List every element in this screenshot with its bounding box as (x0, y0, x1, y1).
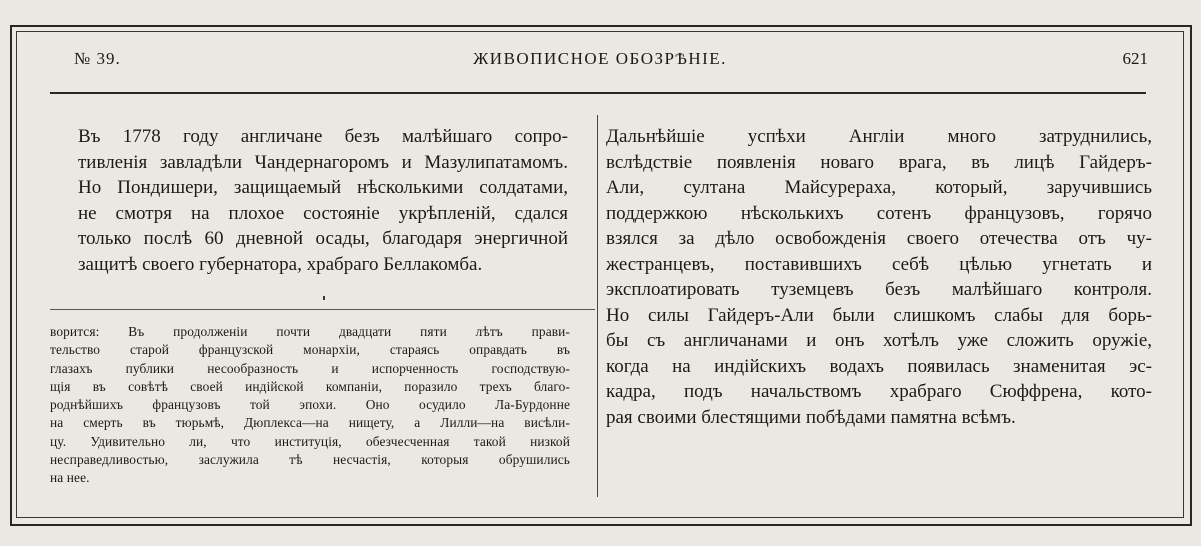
text-line: тивленія завладѣли Чандернагоромъ и Мазулипатамомъ. (78, 151, 568, 173)
journal-title: ЖИВОПИСНОЕ ОБОЗРѢНІЕ. (473, 49, 727, 68)
footnote-line: тельство старой французской монархіи, стараясь оправдать въ (50, 342, 570, 358)
text-line: только послѣ 60 дневной осады, благодаря энергичной (78, 228, 568, 249)
footnote-line: цу. Удивительно ли, что институція, обезчесченная такой низкой (50, 433, 570, 449)
text-line: бы съ англичанами и онъ хотѣлъ уже сложить оружіе, (606, 330, 1152, 351)
header-rule (50, 92, 1146, 94)
right-column-paragraph (606, 124, 1152, 430)
footnote-line: роднѣйшихъ французовъ той эпохи. Оно осудило Ла-Бурдонне (50, 397, 570, 413)
text-line: рая своими блестящими побѣдами памятна всѣмъ. (606, 406, 1016, 428)
text-line: не смотря на плохое состояніе укрѣпленій, сдался (78, 202, 568, 224)
page-header (50, 49, 1150, 79)
text-line: поддержкою нѣсколькихъ сотенъ французовъ, горячо (606, 202, 1152, 224)
stray-mark (323, 296, 325, 300)
text-line: защитѣ своего губернатора, храбраго Беллакомба. (78, 253, 483, 275)
issue-number: № 39. (74, 49, 121, 68)
text-line: Дальнѣйшіе успѣхи Англіи много затруднились, (606, 126, 1152, 147)
text-line: Но силы Гайдеръ-Али были слишкомъ слабы для борь- (606, 304, 1152, 326)
page-number: 621 (1122, 49, 1148, 68)
text-line: вслѣдствіе появленія новаго врага, въ лицѣ Гайдеръ- (606, 151, 1152, 173)
footnote-line: на нее. (50, 470, 90, 486)
column-divider (597, 115, 598, 497)
text-line: Но Пондишери, защищаемый нѣсколькими солдатами, (78, 177, 568, 198)
text-line: Али, султана Майсурераха, который, заручившись (606, 177, 1152, 198)
footnote-rule (50, 309, 595, 310)
footnote-line: несправедливостью, заслужила тѣ несчастія, которыя обрушились (50, 452, 570, 468)
left-column-paragraph (78, 124, 568, 277)
footnote-line: глазахъ публики несообразность и испорченность господствую- (50, 360, 570, 376)
text-line: эксплоатировать туземцевъ безъ малѣйшаго контроля. (606, 279, 1152, 300)
footnote (50, 323, 570, 488)
footnote-line: щія въ совѣтѣ своей индійской компаніи, поразило трехъ благо- (50, 378, 570, 394)
text-line: Въ 1778 году англичане безъ малѣйшаго сопро- (78, 126, 568, 147)
text-line: кадра, подъ начальствомъ храбраго Сюффрена, кото- (606, 381, 1152, 402)
footnote-line: на смерть въ тюрьмѣ, Дюплекса—на нищету, а Лилли—на висѣли- (50, 415, 570, 431)
footnote-line: ворится: Въ продолженіи почти двадцати пяти лѣтъ прави- (50, 324, 570, 339)
text-line: взялся за дѣло освобожденія своего отечества отъ чу- (606, 228, 1152, 249)
text-line: когда на индійскихъ водахъ появилась знаменитая эс- (606, 355, 1152, 377)
text-line: жестранцевъ, поставившихъ себѣ цѣлью угнетать и (606, 253, 1152, 275)
